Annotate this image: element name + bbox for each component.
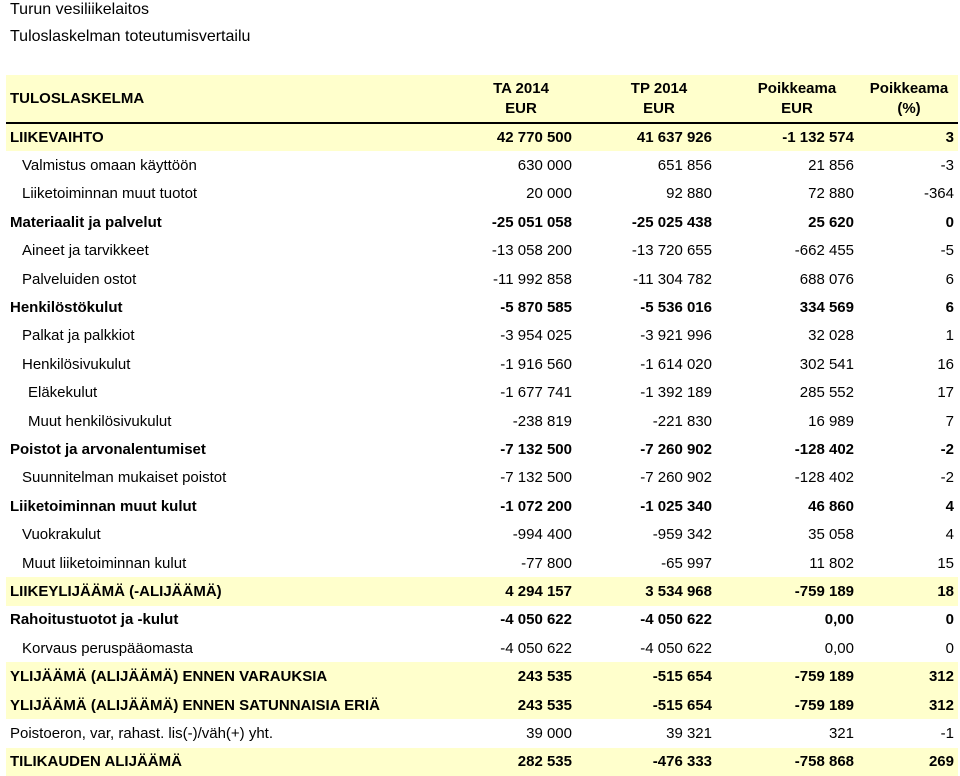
table-row: [6, 293, 958, 321]
row-tp-2014-value: -221 830: [652, 412, 712, 430]
row-tp-2014-value: -1 025 340: [640, 497, 712, 515]
row-label: YLIJÄÄMÄ (ALIJÄÄMÄ) ENNEN VARAUKSIA: [10, 668, 328, 686]
table-row: [6, 662, 958, 690]
header-ta-2014-line2: EUR: [505, 99, 537, 117]
row-deviation-eur-value: -128 402: [794, 469, 854, 487]
table-row: [6, 435, 958, 463]
row-ta-2014-value: -7 132 500: [500, 469, 572, 487]
row-deviation-eur-value: -759 189: [794, 582, 854, 600]
row-deviation-pct-value: 0: [945, 611, 954, 629]
table-row: [6, 492, 958, 520]
row-label: YLIJÄÄMÄ (ALIJÄÄMÄ) ENNEN SATUNNAISIA ERIÄ: [10, 696, 381, 714]
table-row: [6, 606, 958, 634]
row-ta-2014-value: -1 916 560: [500, 355, 572, 373]
row-deviation-eur-value: 302 541: [799, 355, 854, 373]
row-ta-2014-value: -7 132 500: [500, 440, 572, 458]
row-deviation-eur-value: 334 569: [799, 299, 854, 317]
table-row: [6, 265, 958, 293]
table-row: [6, 634, 958, 662]
row-tp-2014-value: 39 321: [666, 724, 712, 742]
row-label: Muut henkilösivukulut: [28, 412, 172, 430]
row-deviation-pct-value: 6: [945, 270, 954, 288]
row-label: Valmistus omaan käyttöön: [22, 157, 197, 175]
row-ta-2014-value: 39 000: [526, 724, 572, 742]
row-deviation-eur-value: 11 802: [809, 554, 854, 572]
row-deviation-eur-value: -758 868: [794, 753, 854, 771]
row-tp-2014-value: -1 614 020: [640, 355, 712, 373]
row-tp-2014-value: -476 333: [652, 753, 712, 771]
row-tp-2014-value: -7 260 902: [640, 440, 712, 458]
row-deviation-pct-value: 1: [945, 327, 954, 345]
row-deviation-pct-value: 7: [945, 412, 954, 430]
row-deviation-pct-value: 3: [858, 123, 958, 151]
row-deviation-pct-value: 18: [937, 582, 954, 600]
row-deviation-eur-value: -662 455: [794, 242, 854, 260]
table-header-row: [6, 75, 958, 123]
header-deviation-eur-line2: EUR: [781, 99, 813, 117]
row-ta-2014-value: -77 800: [521, 554, 572, 572]
table-row: [6, 407, 958, 435]
row-deviation-eur-value: 35 058: [808, 526, 854, 544]
row-deviation-pct-value: 6: [945, 299, 954, 317]
row-deviation-pct-value: 17: [937, 384, 954, 402]
row-label: Liiketoiminnan muut kulut: [10, 497, 197, 515]
row-ta-2014-value: -5 870 585: [500, 299, 572, 317]
row-label: Palkat ja palkkiot: [22, 327, 135, 345]
row-tp-2014-value: -4 050 622: [640, 611, 712, 629]
row-deviation-eur-value: 688 076: [799, 270, 854, 288]
row-ta-2014-value: 4 294 157: [505, 582, 572, 600]
row-label: Henkilösivukulut: [22, 355, 131, 373]
row-tp-2014-value: -7 260 902: [640, 469, 712, 487]
row-deviation-pct-value: -3: [940, 157, 954, 175]
header-deviation-pct-line1: Poikkeama: [869, 79, 949, 97]
row-ta-2014-value: 243 535: [517, 668, 572, 686]
table-row: [6, 208, 958, 236]
row-deviation-eur-value: 285 552: [799, 384, 854, 402]
table-row: [6, 549, 958, 577]
row-deviation-pct-value: 269: [928, 753, 954, 771]
row-tp-2014-value: -11 304 782: [633, 270, 712, 288]
row-tp-2014-value: 41 637 926: [576, 123, 716, 151]
row-label: LIIKEVAIHTO: [6, 123, 430, 151]
row-tp-2014-value: -515 654: [652, 668, 712, 686]
table-row: [6, 577, 958, 605]
table-row: [6, 180, 958, 208]
header-deviation-eur-line1: Poikkeama: [757, 79, 837, 97]
row-deviation-eur-value: 16 989: [808, 412, 854, 430]
table-row: [6, 350, 958, 378]
header-ta-2014-line1: TA 2014: [493, 79, 549, 97]
table-row: [6, 379, 958, 407]
row-deviation-eur-value: -128 402: [794, 440, 854, 458]
row-label: Poistot ja arvonalentumiset: [10, 440, 206, 458]
row-tp-2014-value: -4 050 622: [640, 639, 712, 657]
row-ta-2014-value: -13 058 200: [491, 242, 572, 260]
organization-title: Turun vesiliikelaitos: [10, 1, 150, 18]
row-ta-2014-value: -1 072 200: [500, 497, 572, 515]
row-tp-2014-value: -3 921 996: [640, 327, 712, 345]
row-ta-2014-value: 243 535: [517, 696, 572, 714]
table-row: [6, 322, 958, 350]
row-label: Henkilöstökulut: [10, 299, 123, 317]
row-label: Rahoitustuotot ja -kulut: [10, 611, 179, 629]
row-deviation-pct-value: -2: [940, 469, 954, 487]
row-deviation-eur-value: -759 189: [794, 696, 854, 714]
row-tp-2014-value: 651 856: [657, 157, 712, 175]
row-label: Muut liiketoiminnan kulut: [22, 554, 187, 572]
table-row: [6, 748, 958, 776]
report-subtitle: Tuloslaskelman toteutumisvertailu: [10, 28, 251, 45]
row-ta-2014-value: 20 000: [526, 185, 572, 203]
row-tp-2014-value: -959 342: [652, 526, 712, 544]
table-row: [6, 123, 958, 151]
row-label: Palveluiden ostot: [22, 270, 137, 288]
row-ta-2014-value: -238 819: [512, 412, 572, 430]
row-deviation-pct-value: -1: [940, 724, 954, 742]
header-deviation-pct-line2: (%): [897, 99, 921, 117]
table-row: [6, 691, 958, 719]
row-deviation-pct-value: -364: [923, 185, 954, 203]
row-ta-2014-value: 42 770 500: [430, 123, 576, 151]
row-tp-2014-value: -13 720 655: [631, 242, 712, 260]
header-tp-2014-line2: EUR: [643, 99, 675, 117]
row-ta-2014-value: -1 677 741: [500, 384, 572, 402]
table-row: [6, 237, 958, 265]
row-deviation-pct-value: 312: [928, 668, 954, 686]
table-row: [6, 151, 958, 179]
table-row: [6, 719, 958, 747]
row-label: Korvaus peruspääomasta: [22, 639, 193, 657]
row-deviation-eur-value: -1 132 574: [716, 123, 858, 151]
row-deviation-pct-value: 15: [937, 554, 954, 572]
row-ta-2014-value: -3 954 025: [500, 327, 572, 345]
row-tp-2014-value: 92 880: [666, 185, 712, 203]
row-deviation-eur-value: 0,00: [824, 611, 854, 629]
row-label: Poistoeron, var, rahast. lis(-)/väh(+) yht.: [10, 724, 274, 742]
row-deviation-pct-value: 312: [928, 696, 954, 714]
row-deviation-eur-value: 72 880: [808, 185, 854, 203]
row-deviation-pct-value: -5: [940, 242, 954, 260]
row-label: Liiketoiminnan muut tuotot: [22, 185, 198, 203]
row-label: TILIKAUDEN ALIJÄÄMÄ: [10, 753, 182, 771]
row-label: Eläkekulut: [28, 384, 98, 402]
row-label: Aineet ja tarvikkeet: [22, 242, 149, 260]
row-ta-2014-value: -11 992 858: [493, 270, 572, 288]
row-ta-2014-value: -4 050 622: [500, 639, 572, 657]
header-deviation-pct: [858, 75, 958, 123]
row-label: LIIKEYLIJÄÄMÄ (-ALIJÄÄMÄ): [10, 582, 222, 600]
row-ta-2014-value: 282 535: [517, 753, 572, 771]
table-row: [6, 464, 958, 492]
header-tp-2014-line1: TP 2014: [630, 79, 688, 97]
row-deviation-eur-value: 0,00: [824, 639, 854, 657]
row-deviation-eur-value: 21 856: [808, 157, 854, 175]
header-tp-2014: [576, 75, 716, 123]
header-label: TULOSLASKELMA: [10, 89, 145, 107]
income-statement-table: [6, 75, 958, 776]
row-deviation-eur-value: 25 620: [808, 213, 854, 231]
row-label: Vuokrakulut: [22, 526, 101, 544]
row-deviation-pct-value: 0: [945, 639, 954, 657]
row-tp-2014-value: 3 534 968: [645, 582, 712, 600]
row-label: Suunnitelman mukaiset poistot: [22, 469, 227, 487]
row-tp-2014-value: -1 392 189: [640, 384, 712, 402]
row-ta-2014-value: -4 050 622: [500, 611, 572, 629]
row-deviation-pct-value: 4: [945, 526, 954, 544]
row-tp-2014-value: -515 654: [652, 696, 712, 714]
row-ta-2014-value: -25 051 058: [491, 213, 572, 231]
row-tp-2014-value: -25 025 438: [631, 213, 712, 231]
header-deviation-eur: [716, 75, 858, 123]
row-deviation-pct-value: 16: [937, 355, 954, 373]
table-row: [6, 520, 958, 548]
row-label: Materiaalit ja palvelut: [10, 213, 162, 231]
row-deviation-eur-value: -759 189: [794, 668, 854, 686]
header-ta-2014: [430, 75, 576, 123]
row-deviation-eur-value: 321: [828, 724, 854, 742]
row-deviation-pct-value: 4: [945, 497, 954, 515]
row-deviation-pct-value: -2: [940, 440, 954, 458]
row-deviation-eur-value: 32 028: [808, 327, 854, 345]
row-ta-2014-value: 630 000: [517, 157, 572, 175]
row-deviation-pct-value: 0: [945, 213, 954, 231]
row-tp-2014-value: -65 997: [661, 554, 712, 572]
row-deviation-eur-value: 46 860: [808, 497, 854, 515]
row-ta-2014-value: -994 400: [512, 526, 572, 544]
row-tp-2014-value: -5 536 016: [640, 299, 712, 317]
